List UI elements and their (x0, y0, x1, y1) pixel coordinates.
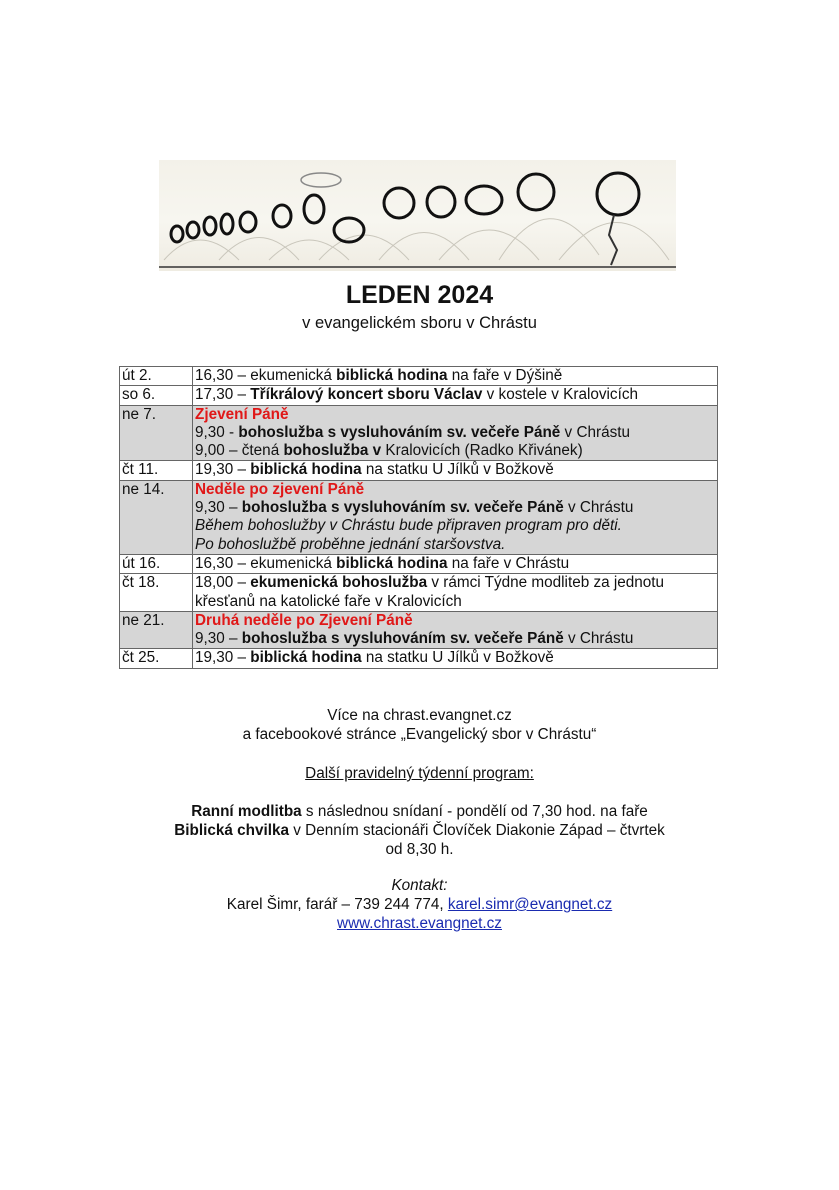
event-line (195, 499, 715, 517)
weekly-program (0, 802, 839, 859)
schedule-table (119, 366, 718, 669)
event-highlight: biblická hodina (250, 461, 362, 479)
weekly-item-text: v Denním stacionáři Človíček Diakonie Západ – čtvrtek (289, 822, 665, 839)
event-text: Kralovicích (Radko Křivánek) (381, 442, 583, 460)
feast-heading: Zjevení Páně (195, 405, 289, 423)
weekly-item-bible (0, 821, 839, 840)
schedule-event (193, 554, 718, 573)
schedule-row (120, 405, 718, 461)
more-info-line: a facebookové stránce „Evangelický sbor v Chrástu“ (242, 726, 597, 743)
feast-heading: Druhá neděle po Zjevení Páně (195, 611, 413, 629)
page-title: LEDEN 2024 (345, 281, 494, 309)
weekly-item-text: s následnou snídaní - pondělí od 7,30 hod. na faře (301, 803, 648, 820)
event-line (195, 367, 715, 385)
email-link[interactable]: karel.simr@evangnet.cz (447, 896, 613, 913)
header-drawing (159, 160, 676, 271)
event-text: na faře v Dýšině (447, 367, 563, 384)
schedule-date: ne 21. (120, 611, 193, 649)
event-text: v kostele v Kralovicích (482, 386, 638, 404)
schedule-date: čt 25. (120, 649, 193, 668)
weekly-item-title: Ranní modlitba (191, 803, 302, 820)
event-text: v Chrástu (563, 499, 634, 517)
event-text: 9,00 – čtená (195, 442, 284, 460)
weekly-item-morning-prayer (0, 802, 839, 821)
schedule-row (120, 649, 718, 668)
event-line (195, 555, 715, 573)
event-text: Během bohoslužby v Chrástu bude připraven program pro děti. (195, 517, 622, 535)
more-info-line: Více na chrast.evangnet.cz (327, 707, 512, 724)
event-line (195, 536, 715, 554)
schedule-date: so 6. (120, 386, 193, 405)
feast-heading: Neděle po zjevení Páně (195, 480, 365, 498)
weekly-item-title: Biblická chvilka (174, 822, 289, 839)
event-text: Po bohoslužbě proběhne jednání staršovstva. (195, 535, 506, 553)
schedule-event (193, 367, 718, 386)
schedule-date: út 2. (120, 367, 193, 386)
schedule-row (120, 461, 718, 480)
event-text: 9,30 – (195, 630, 242, 648)
schedule-row (120, 367, 718, 386)
event-line (195, 461, 715, 479)
event-line (195, 574, 715, 611)
event-highlight: biblická hodina (336, 367, 448, 384)
event-text: na faře v Chrástu (447, 554, 570, 572)
schedule-event (193, 649, 718, 668)
event-text: 9,30 – (195, 499, 242, 517)
event-text: na statku U Jílků v Božkově (361, 461, 554, 479)
event-highlight: bohoslužba v (283, 442, 382, 460)
event-line (195, 424, 715, 442)
event-line (195, 649, 715, 667)
schedule-row (120, 574, 718, 612)
contact-block (0, 876, 839, 933)
event-line (195, 630, 715, 648)
event-text: v Chrástu (560, 423, 631, 441)
event-text: 17,30 – (195, 386, 251, 404)
event-highlight: biblická hodina (336, 554, 448, 572)
event-text: 19,30 – (195, 649, 251, 667)
event-text: 9,30 - (195, 423, 239, 441)
weekly-item-text: od 8,30 h. (385, 841, 454, 858)
schedule-date: ne 7. (120, 405, 193, 461)
schedule-date: út 16. (120, 554, 193, 573)
page-subtitle: v evangelickém sboru v Chrástu (302, 314, 537, 332)
event-text: 16,30 – ekumenická (195, 367, 337, 384)
schedule-row (120, 611, 718, 649)
event-highlight: Tříkrálový koncert sboru Václav (250, 386, 483, 404)
contact-line (0, 895, 839, 914)
schedule-row (120, 386, 718, 405)
schedule-event (193, 461, 718, 480)
weekly-heading: Další pravidelný týdenní program: (305, 765, 534, 782)
more-info (0, 706, 839, 744)
contact-person: Karel Šimr, farář – 739 244 774, (226, 896, 448, 913)
event-line (195, 442, 715, 460)
schedule-event (193, 574, 718, 612)
event-text: 18,00 – (195, 574, 251, 592)
event-text: 16,30 – ekumenická (195, 554, 337, 572)
event-highlight: ekumenická bohoslužba (250, 574, 428, 592)
schedule-date: čt 11. (120, 461, 193, 480)
schedule-event (193, 405, 718, 461)
event-highlight: biblická hodina (250, 649, 362, 667)
event-highlight: bohoslužba s vysluhováním sv. večeře Páně (241, 630, 564, 648)
schedule-row (120, 554, 718, 573)
event-line (195, 386, 715, 404)
event-text: 19,30 – (195, 461, 251, 479)
website-link[interactable]: www.chrast.evangnet.cz (337, 915, 502, 932)
event-highlight: bohoslužba s vysluhováním sv. večeře Páně (241, 499, 564, 517)
last-supper-sketch-icon (159, 160, 676, 271)
schedule-event (193, 386, 718, 405)
event-text: v Chrástu (563, 630, 634, 648)
event-text: na statku U Jílků v Božkově (361, 649, 554, 667)
schedule-date: čt 18. (120, 574, 193, 612)
event-text: v rámci Týdne modliteb za jednotu křesťanů na katolické faře v Kralovicích (195, 574, 665, 610)
schedule-row (120, 480, 718, 554)
event-highlight: bohoslužba s vysluhováním sv. večeře Páně (238, 423, 561, 441)
schedule-date: ne 14. (120, 480, 193, 554)
schedule-event (193, 480, 718, 554)
contact-label: Kontakt: (391, 877, 448, 894)
schedule-event (193, 611, 718, 649)
event-line (195, 517, 715, 535)
